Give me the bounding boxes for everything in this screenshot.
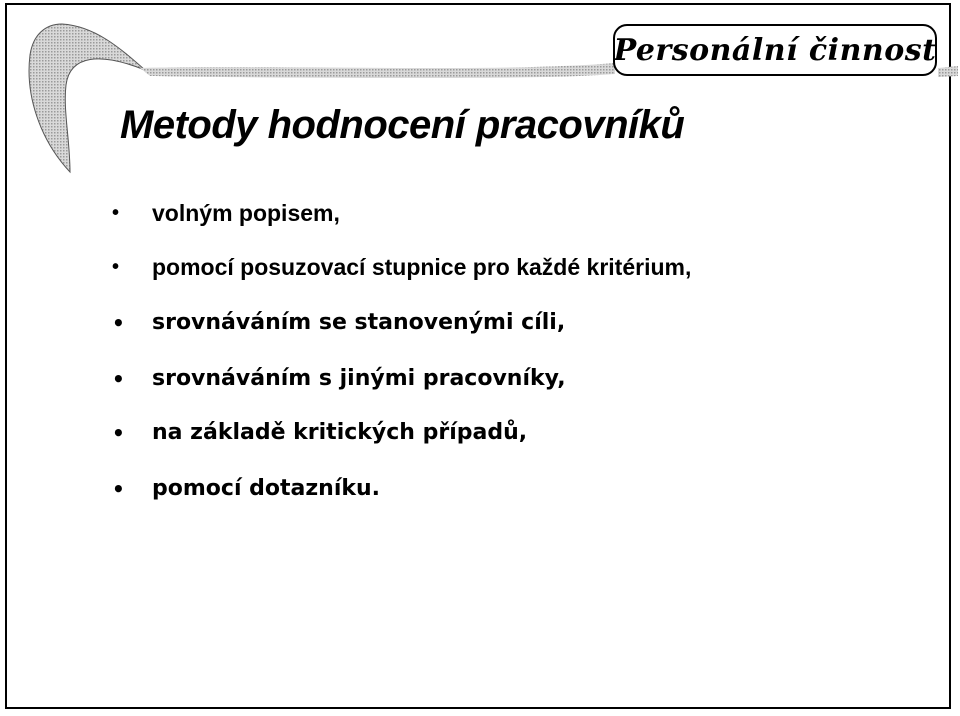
list-item-text: srovnáváním s jinými pracovníky, (152, 366, 566, 391)
list-item-text: pomocí dotazníku. (152, 476, 381, 501)
bullet-dot: • (112, 477, 125, 501)
list-item-text: na základě kritických případů, (152, 420, 528, 445)
slide-title: Metody hodnocení pracovníků (120, 103, 685, 147)
bullet-dot: • (112, 256, 120, 278)
bullet-dot: • (112, 202, 120, 224)
list-item-text: pomocí posuzovací stupnice pro každé kritérium, (152, 254, 692, 280)
bullet-dot: • (112, 311, 125, 335)
section-label-box (613, 24, 937, 76)
bullet-dot: • (112, 367, 125, 391)
bullet-dot: • (112, 421, 125, 445)
list-item-text: volným popisem, (152, 200, 340, 226)
section-label: Personální činnost (613, 32, 937, 68)
list-item-text: srovnáváním se stanovenými cíli, (152, 310, 566, 335)
